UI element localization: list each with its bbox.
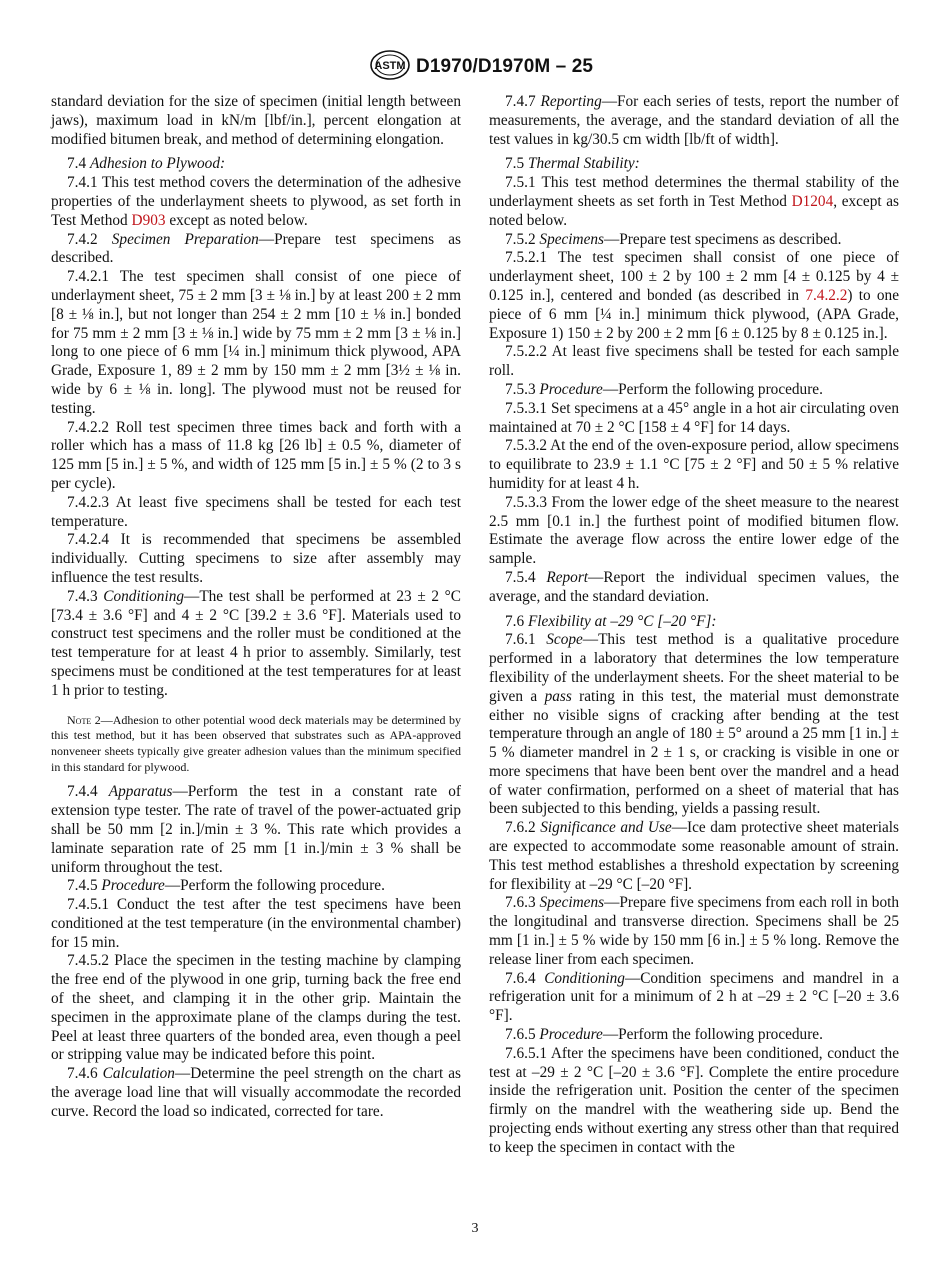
paragraph-7-6-5: 7.6.5 Procedure—Perform the following procedure. <box>505 1026 823 1044</box>
paragraph-7-4-6: 7.4.6 Calculation—Determine the peel strength on the chart as the average load line that will visually accommodate the recorded curve. Record the load so indicated, corrected for tare. <box>51 1065 461 1120</box>
paragraph-7-5-3-3: 7.5.3.3 From the lower edge of the sheet measure to the nearest 2.5 mm [0.1 in.] the furthest point of modified bitumen flow. Estimate the average flow across the entire lower edge of the sample. <box>489 493 899 568</box>
paragraph-7-4-7: 7.4.7 Reporting—For each series of tests, report the number of measurements, the average, and the standard deviation of all the test values in kg/30.5 cm width [lb/ft of width]. <box>489 93 899 148</box>
document-designation: D1970/D1970M – 25 <box>416 56 594 77</box>
paragraph-7-4-5-1: 7.4.5.1 Conduct the test after the test specimens have been conditioned at the test temperature (in the environmental chamber) for 15 min. <box>51 896 461 951</box>
logo-text: ASTM <box>374 60 406 72</box>
paragraph-7-4-5-2: 7.4.5.2 Place the specimen in the testing machine by clamping the free end of the plywood in one grip, turning back the free end of the sheet, and clamping it in the other grip. Maintain the specimen in the approximate plane of the clamps during the test. Peel at least three quarters of the bonded area, even though a peel or stripping value may be indicated before this point. <box>51 952 461 1064</box>
right-column <box>489 93 899 1158</box>
link-7-4-2-2[interactable]: 7.4.2.2 <box>805 286 848 304</box>
paragraph-7-5-2-1: 7.5.2.1 The test specimen shall consist of one piece of underlayment sheet, 100 ± 2 by 100 ± 2 mm [4 ± 0.125 by 4 ± 0.125 in.], centered and bonded (as described in 7.4.2.2) to one piece of 6 mm [¼ in.] minimum thick plywood, (APA Grade, Exposure 1) 150 ± 2 by 200 ± 2 mm [6 ± 0.125 by 8 ± 0.125 in.]. <box>489 249 899 342</box>
section-heading-7-5: 7.5 Thermal Stability: <box>505 155 640 173</box>
link-d1204[interactable]: D1204 <box>791 192 834 210</box>
astm-logo-icon <box>369 50 411 80</box>
note-2: Note 2—Adhesion to other potential wood deck materials may be determined by this test method, but it has been observed that substrates such as APA-approved nonveneer sheets typically give greater adhesion values than the minimum specified in this standard for plywood. <box>51 712 461 774</box>
paragraph-7-4-2: 7.4.2 Specimen Preparation—Prepare test specimens as described. <box>51 230 461 267</box>
page-number: 3 <box>471 1221 479 1236</box>
paragraph-7-6-4: 7.6.4 Conditioning—Condition specimens and mandrel in a refrigeration unit for a minimum of 2 h at –29 ± 2 °C [–20 ± 3.6 °F]. <box>489 969 899 1025</box>
section-heading-7-4: 7.4 Adhesion to Plywood: <box>67 155 226 173</box>
paragraph-7-3-cont: standard deviation for the size of specimen (initial length between jaws), maximum load in kN/m [lbf/in.], percent elongation at modified bitumen break, and method of determining elongation. <box>51 93 461 148</box>
left-column <box>51 93 461 1122</box>
paragraph-7-4-2-4: 7.4.2.4 It is recommended that specimens be assembled individually. Cutting specimens to size after assembly may influence the test results. <box>51 531 461 586</box>
paragraph-7-6-1: 7.6.1 Scope—This test method is a qualitative procedure performed in a laboratory that determines the low temperature flexibility of the underlayment sheets. For the sheet material to be given a pass rating in this test, the material must demonstrate either no visible signs of cracking after bending at the test temperature through an angle of 180 ± 5° around a 25 mm [1 in.] ± 5 % diameter mandrel in 2 ± 1 s, or cracking is visible in one or more specimens that have been bent over the mandrel and a head of water confirmation, performed on a sheet of material that has been subjected to this bending, yields a passing result. <box>489 631 899 818</box>
paragraph-7-5-3-2: 7.5.3.2 At the end of the oven-exposure period, allow specimens to equilibrate to 23.9 ± 1.1 °C [75 ± 2 °F] and 50 ± 5 % relative humidity for at least 4 h. <box>489 437 899 492</box>
paragraph-7-5-4: 7.5.4 Report—Report the individual specimen values, the average, and the standard deviation. <box>489 568 899 605</box>
paragraph-7-5-3: 7.5.3 Procedure—Perform the following procedure. <box>505 380 823 398</box>
paragraph-7-4-5: 7.4.5 Procedure—Perform the following procedure. <box>67 877 385 895</box>
paragraph-7-6-2: 7.6.2 Significance and Use—Ice dam protective sheet materials are expected to accommodate some reasonable amount of strain. This test method establishes a threshold expectation by screening for flexibility at –29 °C [–20 °F]. <box>489 819 899 893</box>
paragraph-7-6-5-1: 7.6.5.1 After the specimens have been conditioned, conduct the test at –29 ± 2 °C [–20 ± 3.6 °F]. Complete the entire procedure inside the refrigeration unit. Position the center of the specimen firmly on the mandrel with the weathering side up. Bend the projecting ends without exerting any stress other than that required to keep the specimen in contact with the <box>489 1044 899 1156</box>
paragraph-7-4-3: 7.4.3 Conditioning—The test shall be performed at 23 ± 2 °C [73.4 ± 3.6 °F] and 4 ± 2 °C [39.2 ± 3.6 °F]. Materials used to construct test specimens and the roller must be conditioned at the test temperature for at least 4 h prior to assembly. Similarly, test specimens must be conditioned at the test temperatures for at least 1 h prior to testing. <box>51 587 461 699</box>
paragraph-7-5-3-1: 7.5.3.1 Set specimens at a 45° angle in a hot air circulating oven maintained at 70 ± 2 °C [158 ± 4 °F] for 14 days. <box>489 399 899 436</box>
paragraph-7-4-1: 7.4.1 This test method covers the determination of the adhesive properties of the underlayment sheets to plywood, as set forth in Test Method D903 except as noted below. <box>51 174 461 229</box>
paragraph-7-6-3: 7.6.3 Specimens—Prepare five specimens from each roll in both the longitudinal and transverse direction. Specimens shall be 25 mm [1 in.] ± 5 % wide by 150 mm [6 in.] ± 5 % long. Remove the release liner from each specimen. <box>489 894 899 968</box>
paragraph-7-4-2-1: 7.4.2.1 The test specimen shall consist of one piece of underlayment sheet, 75 ± 2 mm [3 ± ⅛ in.] by at least 200 ± 2 mm [8 ± ⅛ in.], but not longer than 254 ± 2 mm [10 ± ⅛ in.] bonded for 75 mm ± 2 mm [3 ± ⅛ in.] wide by 75 mm ± 2 mm [3 ± ⅛ in.] long to one piece of 6 mm [¼ in.] minimum thick plywood, APA Grade, Exposure 1, 89 ± 2 mm by 150 mm ± 2 mm [3½ ± ⅛ in. wide by 6 ± ⅛ in. long]. The plywood must not be reused for testing. <box>51 268 461 417</box>
paragraph-7-4-4: 7.4.4 Apparatus—Perform the test in a constant rate of extension type tester. The rate of travel of the power-actuated grip shall be 50 mm [2 in.]/min ± 3 %. This rate which provides a laminate separation rate of 25 mm [1 in.]/min ± 3 % shall be uniform throughout the test. <box>51 783 461 876</box>
section-heading-7-6: 7.6 Flexibility at –29 °C [–20 °F]: <box>505 612 717 630</box>
paragraph-7-5-2-2: 7.5.2.2 At least five specimens shall be tested for each sample roll. <box>489 343 899 380</box>
paragraph-7-5-1: 7.5.1 This test method determines the thermal stability of the underlayment sheets as set forth in Test Method D1204, except as noted below. <box>489 174 899 229</box>
paragraph-7-4-2-3: 7.4.2.3 At least five specimens shall be tested for each test temperature. <box>51 493 461 530</box>
paragraph-7-5-2: 7.5.2 Specimens—Prepare test specimens as described. <box>505 230 842 248</box>
link-d903[interactable]: D903 <box>131 211 166 229</box>
paragraph-7-4-2-2: 7.4.2.2 Roll test specimen three times back and forth with a roller which has a mass of 11.8 kg [26 lb] ± 0.5 %, diameter of 125 mm [5 in.] ± 5 %, and width of 125 mm [5 in.] ± 5 % (2 to 3 s per cycle). <box>51 418 461 492</box>
